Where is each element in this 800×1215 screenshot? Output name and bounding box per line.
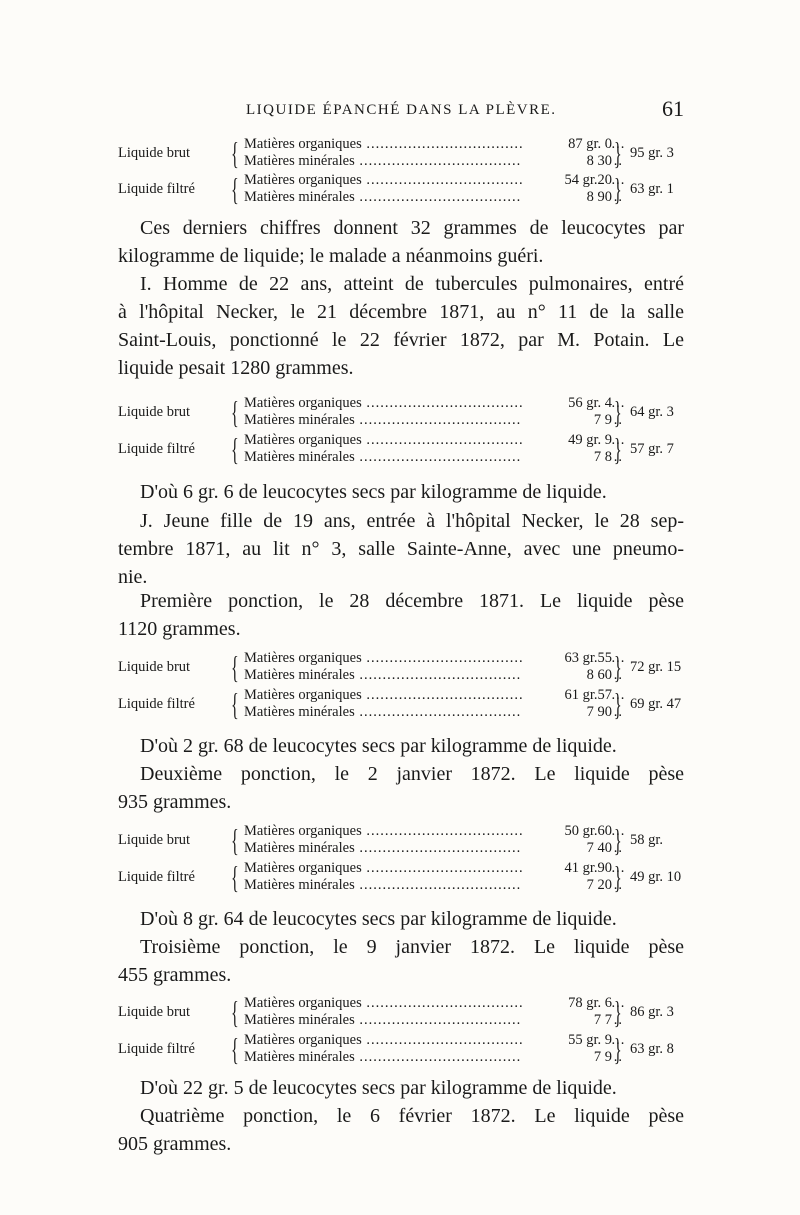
table-row: Matières organiques ..... [244, 650, 624, 667]
value-organic: 56 gr. 4 [522, 395, 612, 412]
left-brace: { [231, 171, 239, 207]
left-brace: { [231, 135, 239, 171]
value-mineral: 7 20 [522, 877, 612, 894]
text-line: nie. [118, 566, 148, 588]
value-mineral: 7 9 [522, 412, 612, 429]
running-title: LIQUIDE ÉPANCHÉ DANS LA PLÈVRE. [246, 102, 557, 118]
measure-table [118, 823, 688, 861]
value-total: 72 gr. 15 [630, 659, 682, 675]
page-number: 61 [662, 96, 684, 121]
text-line: Troisième ponction, le 9 janvier 1872. Le liquide pèse [140, 936, 684, 958]
table-row: Matières organiques ..... [244, 395, 624, 412]
table-label: Liquide filtré [118, 1041, 195, 1057]
right-brace: } [614, 994, 622, 1030]
value-mineral: 7 7 [522, 1012, 612, 1029]
measure-table [118, 995, 688, 1033]
table-row: Matières organiques ..... [244, 687, 624, 704]
table-label: Liquide brut [118, 404, 191, 420]
running-header [118, 96, 684, 126]
value-organic: 61 gr.57 [522, 687, 612, 704]
table-row: Matières organiques ..... [244, 995, 624, 1012]
table-row: Matières organiques ..... [244, 172, 624, 189]
table-row: Matières organiques ..... [244, 136, 624, 153]
table-label: Liquide filtré [118, 696, 195, 712]
right-brace: } [614, 431, 622, 467]
value-organic: 63 gr.55 [522, 650, 612, 667]
table-label: Liquide brut [118, 145, 191, 161]
text-line: D'où 8 gr. 64 de leucocytes secs par kilogramme de liquide. [140, 908, 617, 930]
value-mineral: 8 90 [522, 189, 612, 206]
measure-table [118, 687, 688, 725]
left-brace: { [231, 649, 239, 685]
paragraph [118, 732, 684, 760]
text-line: J. Jeune fille de 19 ans, entrée à l'hôpital Necker, le 28 sep- [140, 510, 684, 532]
paragraph [118, 760, 684, 816]
text-line: D'où 22 gr. 5 de leucocytes secs par kilogramme de liquide. [140, 1077, 617, 1099]
value-mineral: 7 40 [522, 840, 612, 857]
right-brace: } [614, 135, 622, 171]
value-organic: 54 gr.20 [522, 172, 612, 189]
table-row: Matières organiques ..... [244, 1032, 624, 1049]
table-row: Matières minérales ..... [244, 877, 624, 894]
left-brace: { [231, 686, 239, 722]
value-total: 58 gr. [630, 832, 664, 848]
table-row: Matières minérales ..... [244, 704, 624, 721]
text-line: Quatrième ponction, le 6 février 1872. Le liquide pèse [140, 1105, 684, 1127]
left-brace: { [231, 859, 239, 895]
table-row: Matières minérales ..... [244, 667, 624, 684]
value-mineral: 7 8 [522, 449, 612, 466]
value-total: 63 gr. 1 [630, 181, 674, 197]
paragraph [118, 478, 684, 506]
table-label: Liquide brut [118, 659, 191, 675]
table-row: Matières organiques ..... [244, 860, 624, 877]
value-mineral: 7 9 [522, 1049, 612, 1066]
value-total: 64 gr. 3 [630, 404, 674, 420]
text-line: liquide pesait 1280 grammes. [118, 357, 354, 379]
text-line: 905 grammes. [118, 1133, 232, 1155]
text-line: à l'hôpital Necker, le 21 décembre 1871, au n° 11 de la salle [118, 301, 684, 323]
value-total: 69 gr. 47 [630, 696, 682, 712]
text-line: D'où 2 gr. 68 de leucocytes secs par kilogramme de liquide. [140, 735, 617, 757]
measure-table [118, 172, 688, 210]
text-line: Première ponction, le 28 décembre 1871. Le liquide pèse [140, 590, 684, 612]
value-total: 57 gr. 7 [630, 441, 674, 457]
measure-table [118, 1032, 688, 1070]
value-organic: 78 gr. 6 [522, 995, 612, 1012]
table-label: Liquide brut [118, 1004, 191, 1020]
table-label: Liquide filtré [118, 869, 195, 885]
value-organic: 41 gr.90 [522, 860, 612, 877]
table-row: Matières minérales ..... [244, 840, 624, 857]
table-row: Matières minérales ..... [244, 1012, 624, 1029]
right-brace: } [614, 171, 622, 207]
value-mineral: 8 60 [522, 667, 612, 684]
paragraph [118, 507, 684, 591]
right-brace: } [614, 649, 622, 685]
text-line: I. Homme de 22 ans, atteint de tubercules pulmonaires, entré [140, 273, 684, 295]
left-brace: { [231, 431, 239, 467]
paragraph [118, 214, 684, 270]
text-line: Deuxième ponction, le 2 janvier 1872. Le liquide pèse [140, 763, 684, 785]
paragraph [118, 587, 684, 643]
value-total: 86 gr. 3 [630, 1004, 674, 1020]
right-brace: } [614, 822, 622, 858]
value-mineral: 8 30 [522, 153, 612, 170]
text-line: 1120 grammes. [118, 618, 241, 640]
measure-table [118, 432, 688, 470]
paragraph [118, 933, 684, 989]
text-line: tembre 1871, au lit n° 3, salle Sainte-Anne, avec une pneumo- [118, 538, 684, 560]
text-line: 935 grammes. [118, 791, 232, 813]
text-line: 455 grammes. [118, 964, 232, 986]
left-brace: { [231, 394, 239, 430]
value-total: 95 gr. 3 [630, 145, 674, 161]
text-line: Ces derniers chiffres donnent 32 grammes de leucocytes par [140, 217, 684, 239]
text-line: Saint-Louis, ponctionné le 22 février 1872, par M. Potain. Le [118, 329, 684, 351]
table-label: Liquide filtré [118, 441, 195, 457]
value-total: 49 gr. 10 [630, 869, 682, 885]
left-brace: { [231, 994, 239, 1030]
text-line: kilogramme de liquide; le malade a néanmoins guéri. [118, 245, 544, 267]
paragraph [118, 905, 684, 933]
paragraph [118, 1074, 684, 1102]
table-row: Matières organiques ..... [244, 432, 624, 449]
right-brace: } [614, 1031, 622, 1067]
measure-table [118, 860, 688, 898]
right-brace: } [614, 394, 622, 430]
table-row: Matières minérales ..... [244, 449, 624, 466]
text-line: D'où 6 gr. 6 de leucocytes secs par kilogramme de liquide. [140, 481, 607, 503]
left-brace: { [231, 1031, 239, 1067]
value-organic: 50 gr.60 [522, 823, 612, 840]
value-organic: 49 gr. 9 [522, 432, 612, 449]
table-row: Matières minérales ..... [244, 189, 624, 206]
measure-table [118, 395, 688, 433]
table-row: Matières minérales ..... [244, 1049, 624, 1066]
table-row: Matières organiques ..... [244, 823, 624, 840]
table-label: Liquide brut [118, 832, 191, 848]
right-brace: } [614, 686, 622, 722]
table-row: Matières minérales ..... [244, 412, 624, 429]
value-total: 63 gr. 8 [630, 1041, 674, 1057]
table-label: Liquide filtré [118, 181, 195, 197]
right-brace: } [614, 859, 622, 895]
measure-table [118, 650, 688, 688]
value-mineral: 7 90 [522, 704, 612, 721]
paragraph [118, 1102, 684, 1158]
measure-table [118, 136, 688, 174]
left-brace: { [231, 822, 239, 858]
table-row: Matières minérales ..... [244, 153, 624, 170]
value-organic: 87 gr. 0 [522, 136, 612, 153]
value-organic: 55 gr. 9 [522, 1032, 612, 1049]
paragraph [118, 270, 684, 382]
